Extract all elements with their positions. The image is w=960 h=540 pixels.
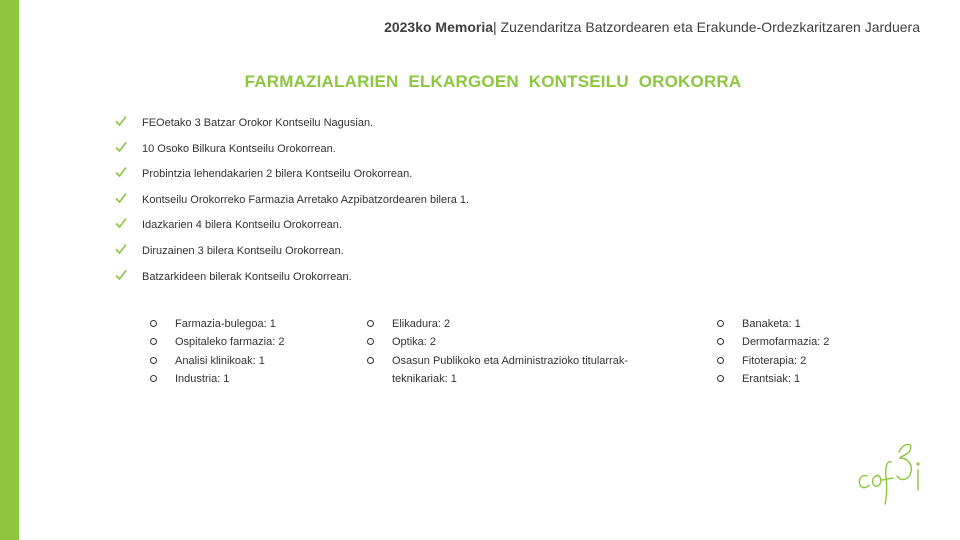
list-item-text: Farmazia-bulegoa: 1 xyxy=(175,318,276,330)
circle-bullet-icon xyxy=(150,375,157,382)
header-subtitle: | Zuzendaritza Batzordearen eta Erakunde-Ordezkaritzaren Jarduera xyxy=(493,19,920,35)
cofbi-logo xyxy=(855,438,925,510)
circle-bullet-icon xyxy=(367,357,374,364)
list-item xyxy=(717,333,829,351)
circle-bullet-icon xyxy=(367,320,374,327)
sector-list-2 xyxy=(367,315,657,388)
list-item xyxy=(150,352,284,370)
list-item-text: Osasun Publikoko eta Administrazioko titularrak-teknikariak: 1 xyxy=(392,354,628,385)
circle-bullet-icon xyxy=(717,357,724,364)
list-item-text: Ospitaleko farmazia: 2 xyxy=(175,336,285,349)
list-item xyxy=(717,370,829,388)
page-title: FARMAZIALARIEN ELKARGOEN KONTSEILU OROKORRA xyxy=(244,72,742,91)
circle-bullet-icon xyxy=(367,338,374,345)
checkmark-icon xyxy=(115,192,127,204)
checklist-text: Batzarkideen bilerak Kontseilu Orokorrean. xyxy=(142,270,352,283)
list-item xyxy=(717,352,829,370)
list-item xyxy=(367,333,657,351)
circle-bullet-icon xyxy=(150,338,157,345)
checkmark-icon xyxy=(115,269,127,281)
list-item-text: Analisi klinikoak: 1 xyxy=(175,354,265,367)
list-item-text: Fitoterapia: 2 xyxy=(742,354,807,367)
list-item xyxy=(367,315,657,333)
list-item xyxy=(717,315,829,333)
list-item-text: Banaketa: 1 xyxy=(742,318,801,330)
circle-bullet-icon xyxy=(717,320,724,327)
checklist-text: FEOetako 3 Batzar Orokor Kontseilu Nagusian. xyxy=(142,117,374,129)
list-item-text: Erantsiak: 1 xyxy=(742,372,801,385)
checkmark-icon xyxy=(115,115,127,127)
sector-list-1 xyxy=(150,315,284,388)
list-item xyxy=(150,370,284,388)
checkmark-icon xyxy=(115,166,127,178)
checklist-text: Probintzia lehendakarien 2 bilera Kontseilu Orokorrean. xyxy=(142,168,413,181)
checklist-text: Diruzainen 3 bilera Kontseilu Orokorrean. xyxy=(142,244,344,257)
circle-bullet-icon xyxy=(717,375,724,382)
circle-bullet-icon xyxy=(717,338,724,345)
checkmark-icon xyxy=(115,217,127,229)
list-item xyxy=(367,352,657,389)
sector-list-3 xyxy=(717,315,829,388)
checklist-text: Kontseilu Orokorreko Farmazia Arretako Azpibatzordearen bilera 1. xyxy=(142,193,470,206)
list-item-text: Dermofarmazia: 2 xyxy=(742,336,830,349)
list-item xyxy=(150,333,284,351)
page-header xyxy=(384,19,920,35)
checklist-text: Idazkarien 4 bilera Kontseilu Orokorrean. xyxy=(142,219,342,232)
list-item xyxy=(150,315,284,333)
checkmark-icon xyxy=(115,141,127,153)
circle-bullet-icon xyxy=(150,320,157,327)
list-item-text: Elikadura: 2 xyxy=(392,318,451,330)
header-year: 2023ko Memoria xyxy=(384,19,494,35)
checkmark-icon xyxy=(115,243,127,255)
checklist-text: 10 Osoko Bilkura Kontseilu Orokorrean. xyxy=(142,142,336,155)
list-item-text: Industria: 1 xyxy=(175,372,230,385)
list-item-text: Optika: 2 xyxy=(392,336,437,349)
circle-bullet-icon xyxy=(150,357,157,364)
